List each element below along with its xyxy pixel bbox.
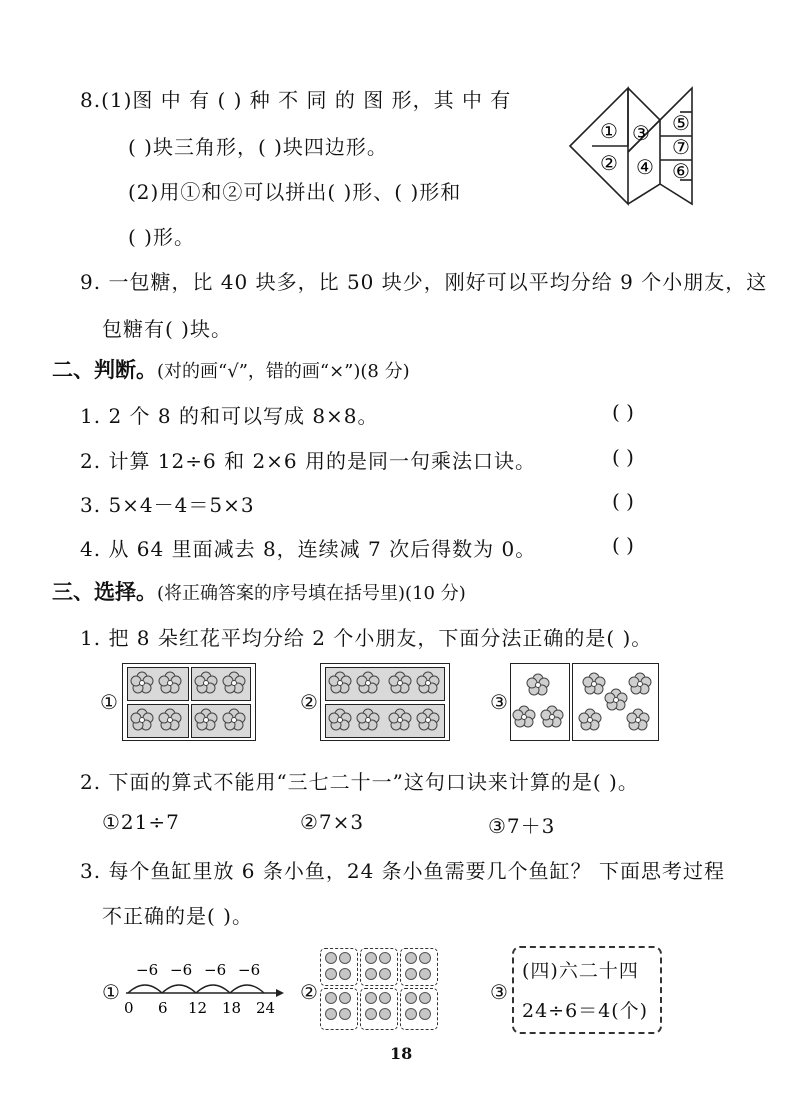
flower-icon	[357, 672, 379, 693]
tick-label: 12	[188, 999, 208, 1017]
flower-icon	[627, 709, 649, 730]
section2-note: (对的画“√”，错的画“×”)(8 分)	[157, 361, 410, 382]
flower-icon	[195, 672, 217, 693]
q9-line1: 9. 一包糖，比 40 块多，比 50 块少，刚好可以平均分给 9 个小朋友，这	[80, 270, 768, 294]
flower-icon	[513, 706, 535, 727]
flower-icon	[417, 709, 439, 730]
s3-q1-option-3-label: ③	[490, 690, 508, 714]
judge-bracket-1[interactable]: ( )	[612, 400, 634, 424]
jump-label: −6	[238, 961, 261, 979]
label-7: ⑦	[672, 135, 690, 159]
s3-q3-line1: 3. 每个鱼缸里放 6 条小鱼，24 条小鱼需要几个鱼缸？ 下面思考过程	[80, 859, 726, 883]
section2-title: 二、判断。	[52, 357, 157, 382]
judge-bracket-4[interactable]: ( )	[612, 533, 634, 557]
flower-icon	[223, 672, 245, 693]
s3-q1-option-2-label: ②	[300, 690, 318, 714]
flower-icon	[579, 709, 601, 730]
number-line	[120, 955, 290, 1020]
flower-icon	[131, 672, 153, 693]
judge-item-2: 2. 计算 12÷6 和 2×6 用的是同一句乘法口诀。	[80, 449, 537, 473]
s3-q1-option-1-label: ①	[100, 690, 118, 714]
flower-icon	[541, 706, 563, 727]
rhyme-line-2: 24÷6＝4(个)	[522, 1000, 649, 1022]
s3-q3-option-2-label: ②	[300, 980, 318, 1004]
q8-line1: 8.(1)图 中 有 ( ) 种 不 同 的 图 形，其 中 有	[80, 88, 512, 112]
tick-label: 18	[222, 999, 242, 1017]
flower-icon	[329, 672, 351, 693]
s3-q1: 1. 把 8 朵红花平均分给 2 个小朋友，下面分法正确的是( )。	[80, 626, 653, 650]
s3-q2-option-3: ③7＋3	[488, 814, 556, 838]
rhyme-line-1: (四)六二十四	[522, 960, 639, 982]
flower-icon	[389, 672, 411, 693]
s3-q3-option-3-label: ③	[490, 980, 508, 1004]
section3-note: (将正确答案的序号填在括号里)(10 分)	[157, 583, 466, 604]
flower-icon	[527, 674, 549, 695]
arrow-icon	[276, 989, 284, 997]
flower-icon	[417, 672, 439, 693]
s3-q2-option-2: ②7×3	[300, 810, 365, 834]
flower-icon	[583, 673, 605, 694]
judge-item-4: 4. 从 64 里面减去 8，连续减 7 次后得数为 0。	[80, 537, 537, 561]
flower-icon	[389, 709, 411, 730]
tick-label: 0	[124, 999, 134, 1017]
jump-label: −6	[204, 961, 227, 979]
q9-line2: 包糖有( )块。	[102, 317, 232, 341]
judge-bracket-2[interactable]: ( )	[612, 445, 634, 469]
judge-bracket-3[interactable]: ( )	[612, 489, 634, 513]
label-3: ③	[632, 121, 650, 145]
q8-line4: ( )形。	[128, 225, 195, 249]
flower-icon	[605, 689, 627, 710]
jump-label: −6	[170, 961, 193, 979]
s3-q3-line2: 不正确的是( )。	[102, 904, 253, 928]
label-4: ④	[636, 155, 654, 179]
flower-icon	[329, 709, 351, 730]
q8-line3: (2)用①和②可以拼出( )形、( )形和	[128, 180, 462, 204]
label-5: ⑤	[672, 111, 690, 135]
flower-icon	[159, 709, 181, 730]
q8-line2: ( )块三角形，( )块四边形。	[128, 135, 388, 159]
flower-icon	[223, 709, 245, 730]
s3-q2-option-1: ①21÷7	[102, 810, 180, 834]
jump-label: −6	[136, 961, 159, 979]
flower-icon	[131, 709, 153, 730]
s3-q2: 2. 下面的算式不能用“三七二十一”这句口诀来计算的是( )。	[80, 770, 639, 794]
judge-item-3: 3. 5×4－4＝5×3	[80, 493, 255, 517]
flower-icon	[629, 673, 651, 694]
judge-item-1: 1. 2 个 8 的和可以写成 8×8。	[80, 404, 379, 428]
page-number: 18	[390, 1044, 413, 1063]
tick-label: 24	[256, 999, 276, 1017]
flower-icon	[195, 709, 217, 730]
tick-label: 6	[158, 999, 168, 1017]
fish-dots	[320, 948, 438, 1030]
label-6: ⑥	[672, 159, 690, 183]
s3-q3-option-1-label: ①	[102, 980, 120, 1004]
label-2: ②	[600, 151, 618, 175]
section3-title: 三、选择。	[52, 579, 157, 604]
label-1: ①	[600, 119, 618, 143]
flower-icon	[159, 672, 181, 693]
flower-icon	[357, 709, 379, 730]
